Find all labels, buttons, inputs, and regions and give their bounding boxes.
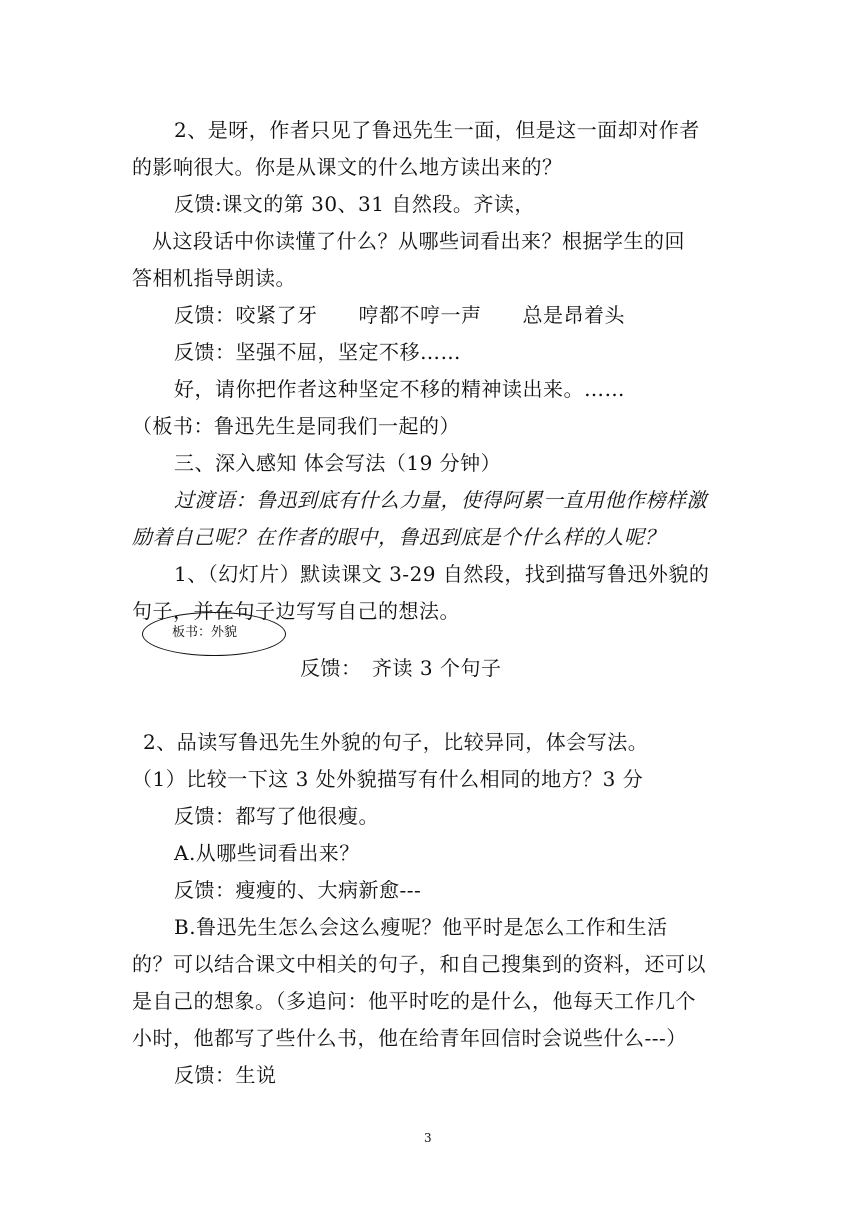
feedback-line: 反馈： 齐读 3 个句子 [300,656,502,680]
paragraph-line: 的影响很大。你是从课文的什么地方读出来的？ [132,155,563,179]
paragraph-line: 小时，他都写了些什么书，他在给青年回信时会说些什么---） [132,1026,687,1050]
page-number: 3 [424,1131,432,1145]
paragraph-line: 反馈：坚强不屈，坚定不移…… [174,340,461,364]
section-heading: 三、深入感知 体会写法（19 分钟） [174,451,502,475]
paragraph-line: 反馈：生说 [174,1063,277,1087]
paragraph-line: 是自己的想象。（多追问：他平时吃的是什么，他每天工作几个 [132,989,696,1013]
paragraph-line: 2、是呀，作者只见了鲁迅先生一面，但是这一面却对作者 [174,118,700,142]
paragraph-line: 句子，并在句子边写写自己的想法。 [132,599,460,623]
paragraph-line: （板书：鲁迅先生是同我们一起的） [132,414,460,438]
paragraph-line: 1、（幻灯片）默读课文 3-29 自然段，找到描写鲁迅外貌的 [174,562,710,586]
paragraph-line: 答相机指导朗读。 [132,266,296,290]
paragraph-line: 反馈：瘦瘦的、大病新愈--- [174,878,422,902]
transition-line: 过渡语：鲁迅到底有什么力量，使得阿累一直用他作榜样激 [174,488,707,512]
blackboard-label: 板书：外貌 [172,625,238,640]
paragraph-line: 反馈:课文的第 30、31 自然段。齐读， [174,192,535,216]
paragraph-line: 反馈：都写了他很瘦。 [174,804,379,828]
paragraph-line: 的？可以结合课文中相关的句子，和自己搜集到的资料，还可以 [132,952,706,976]
paragraph-line: 反馈：咬紧了牙 哼都不哼一声 总是昂着头 [174,303,625,327]
paragraph-line: B.鲁迅先生怎么会这么瘦呢？他平时是怎么工作和生活 [174,915,668,939]
paragraph-line: （1）比较一下这 3 处外貌描写有什么相同的地方？3 分 [132,767,644,791]
paragraph-line: 2、品读写鲁迅先生外貌的句子，比较异同，体会写法。 [143,730,649,754]
paragraph-line: 好，请你把作者这种坚定不移的精神读出来。…… [174,377,625,401]
paragraph-line: 从这段话中你读懂了什么？从哪些词看出来？根据学生的回 [152,229,685,253]
paragraph-line: A.从哪些词看出来？ [174,841,360,865]
transition-line: 励着自己呢？在作者的眼中，鲁迅到底是个什么样的人呢？ [132,525,665,549]
